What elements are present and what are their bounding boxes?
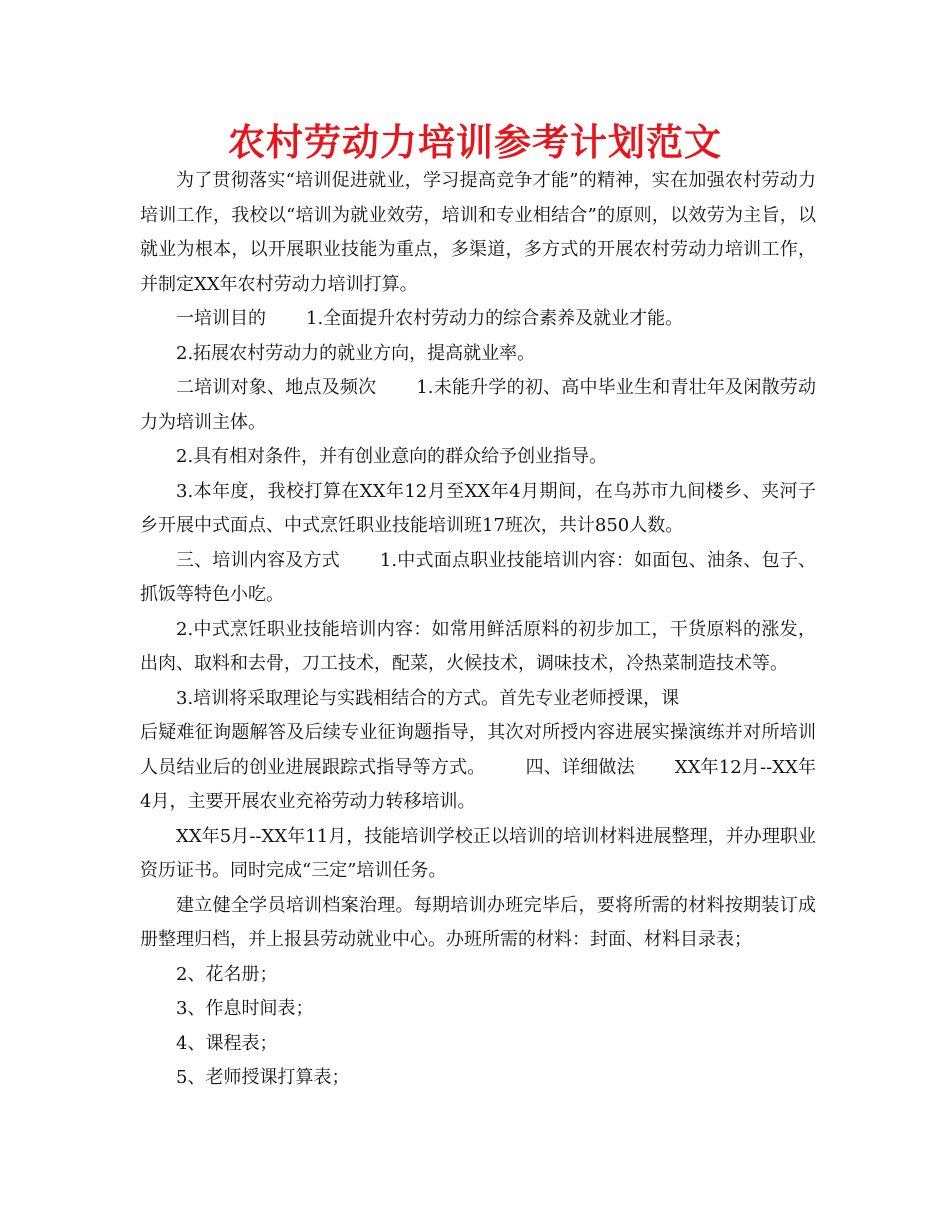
document-title: 农村劳动力培训参考计划范文 [228, 121, 722, 164]
section-heading: 三、培训内容及方式 [176, 549, 340, 571]
paragraph: XX年5月--XX年11月，技能培训学校正以培训的培训材料进展整理，并办理职业资历证书。同时完成“三定”培训任务。 [140, 825, 816, 881]
paragraph: 3.本年度，我校打算在XX年12月至XX年4月期间，在乌苏市九间楼乡、夹河子乡开展中式面点、中式烹饪职业技能培训班17班次，共计850人数。 [140, 480, 816, 536]
paragraph-section-4: 后疑难征询题解答及后续专业征询题指导，其次对所授内容进展实操演练并对所培训人员结业后的创业进展跟踪式指导等方式。 四、详细做法 XX年12月--XX年4月，主要开展农业充裕劳动力转移培训。 [140, 722, 817, 812]
paragraph-section-3: 三、培训内容及方式 1.中式面点职业技能培训内容：如面包、油条、包子、抓饭等特色小吃。 [140, 549, 817, 605]
paragraph-section-1: 一培训目的 1.全面提升农村劳动力的综合素养及就业才能。 [176, 308, 684, 329]
section-heading: 四、详细做法 [525, 756, 635, 778]
paragraph-intro: 为了贯彻落实“培训促进就业，学习提高竞争才能”的精神，实在加强农村劳动力培训工作，我校以“培训为就业效劳，培训和专业相结合”的原则，以效劳为主旨，以就业为根本，以开展职业技能为重点，多渠道，多方式的开展农村劳动力培训工作，并制定XX年农村劳动力培训打算。 [140, 170, 816, 295]
paragraph: 2.拓展农村劳动力的就业方向，提高就业率。 [176, 342, 536, 364]
list-item: 5、老师授课打算表； [176, 1067, 350, 1088]
paragraph-section-2: 二培训对象、地点及频次 1.未能升学的初、高中毕业生和青壮年及闲散劳动力为培训主体。 [140, 377, 817, 433]
section-heading: 一培训目的 [176, 308, 266, 329]
paragraph: 建立健全学员培训档案治理。每期培训办班完毕后，要将所需的材料按期装订成册整理归档，并上报县劳动就业中心。办班所需的材料：封面、材料目录表； [140, 894, 816, 950]
list-item: 2、花名册； [176, 963, 278, 985]
list-item: 3、作息时间表； [176, 998, 314, 1019]
list-item: 4、课程表； [176, 1032, 278, 1054]
section-heading: 二培训对象、地点及频次 [176, 377, 377, 398]
paragraph: 2.具有相对条件，并有创业意向的群众给予创业指导。 [176, 446, 608, 467]
paragraph: 3.培训将采取理论与实践相结合的方式。首先专业老师授课，课 [176, 687, 680, 709]
paragraph: 2.中式烹饪职业技能培训内容：如常用鲜活原料的初步加工，干货原料的涨发，出肉、取料和去骨，刀工技术，配菜，火候技术，调味技术，冷热菜制造技术等。 [140, 618, 816, 674]
document-body [140, 164, 816, 1096]
